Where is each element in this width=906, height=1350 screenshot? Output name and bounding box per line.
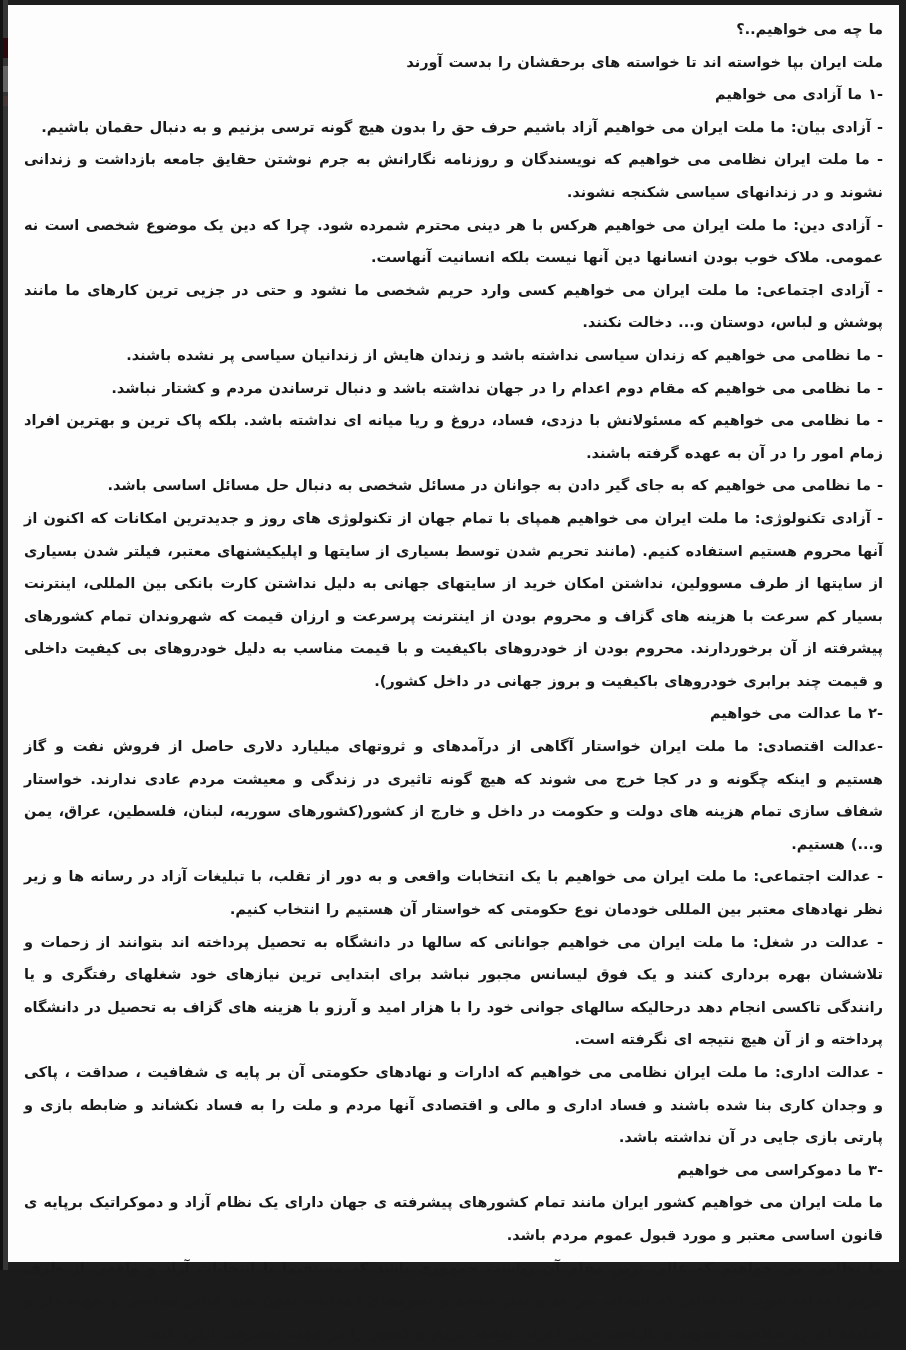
document-line: ما ملت ایران می خواهیم کشور ایران مانند تمام کشورهای پیشرفته ی جهان دارای یک نظام آزاد و دموکراتیک برپایه ی قانون اساسی معتبر و مورد قبول عموم مردم باشد. — [24, 1195, 883, 1244]
left-edge-strip — [0, 0, 8, 1270]
document-line: -عدالت اقتصادی: ما ملت ایران خواستار آگاهی از درآمدهای و ثروتهای میلیارد دلاری حاصل از فروش نفت و گاز هستیم و اینکه چگونه و در کجا خرج می شوند که هیچ گونه تاثیری در زندگی و معیشت مردم عادی ندارند. خواستار شفاف سازی تمام هزینه های دولت و حکومت در داخل و خارج از کشور(کشورهای سوریه، لبنان، فلسطین، عراق، یمن و...) هستیم. — [24, 739, 883, 853]
document-line: ما نظامی می خواهیم که عالی ترین مقام آن ریاست جمهوری باشد که مستقیما با انتخابات آزاد و واقعی از طرف مردم انتخاب شود. انتخاباتی که انتخاب بین بد و بدتر نباشد و نامزدهای انتخابات بدون هیچ فیلتر سیاسی و جهت دار و سلیقه ای رد صلاحیت نشوند و بالیاقت ترین افراد بتوانند مردم و کشور را در جهت پیشرفت اداره کنند. — [24, 1260, 883, 1342]
document-text — [24, 14, 883, 1350]
document-line: - آزادی تکنولوژی: ما ملت ایران می خواهیم همپای با تمام جهان از تکنولوژی های روز و جدیدترین امکانات که اکنون از آنها محروم هستیم استفاده کنیم. (مانند تحریم شدن توسط بسیاری از سایتها و اپلیکیشنهای معتبر، فیلتر شدن بسیاری از سایتها از طرف مسوولین، نداشتن امکان خرید از سایتهای جهانی به دلیل نداشتن کارت بانکی بین المللی، اینترنت بسیار کم سرعت با هزینه های گزاف و محروم بودن از اینترنت پرسرعت و ارزان قیمت که شهروندان تمام کشورهای پیشرفته از آن برخوردارند. محروم بودن از خودروهای باکیفیت و با قیمت مناسب به دلیل خودروهای بی کیفیت داخلی و قیمت چند برابری خودروهای باکیفیت و بروز جهانی در داخل کشور). — [24, 510, 883, 690]
document-line: - ما ملت ایران نظامی می خواهیم که نویسندگان و روزنامه نگارانش به جرم نوشتن حقایق جامعه بازداشت و زندانی نشوند و در زندانهای سیاسی شکنجه نشوند. — [24, 152, 883, 201]
document-line: - عدالت اداری: ما ملت ایران نظامی می خواهیم که ادارات و نهادهای حکومتی آن بر پایه ی شفافیت ، صداقت ، پاکی و وجدان کاری بنا شده باشند و فساد اداری و مالی و اقتصادی آنها مردم و ملت را به فساد نکشاند و ضابطه بازی و پارتی بازی جایی در آن نداشته باشد. — [24, 1065, 883, 1147]
document-page — [8, 5, 899, 1342]
document-line: - ما نظامی می خواهیم که به جای گیر دادن به جوانان در مسائل شخصی به دنبال حل مسائل اساسی باشد. — [107, 478, 883, 495]
section-heading: -۱ ما آزادی می خواهیم — [714, 87, 883, 104]
document-line: - آزادی دین: ما ملت ایران می خواهیم هرکس با هر دینی محترم شمرده شود. چرا که دین یک موضوع شخصی است نه عمومی. ملاک خوب بودن انسانها دین آنها نیست بلکه انسانیت آنهاست. — [24, 217, 883, 267]
document-title: ما چه می خواهیم..؟ — [736, 22, 883, 38]
section-heading: -۳ ما دموکراسی می خواهیم — [677, 1162, 883, 1179]
document-line: - ما نظامی می خواهیم که مقام دوم اعدام را در جهان نداشته باشد و دنبال ترساندن مردم و کشتار نباشد. — [111, 380, 883, 397]
section-heading: -۲ ما عدالت می خواهیم — [709, 706, 883, 723]
document-line: - آزادی بیان: ما ملت ایران می خواهیم آزاد باشیم حرف حق را بدون هیچ گونه ترسی بزنیم و به دنبال حقمان باشیم. — [41, 119, 883, 136]
document-line: - عدالت اجتماعی: ما ملت ایران می خواهیم با یک انتخابات واقعی و به دور از تقلب، با تبلیغات آزاد در رسانه ها و زیر نظر نهادهای معتبر بین المللی خودمان نوع حکومتی که خواستار آن هستیم را انتخاب کنیم. — [24, 869, 883, 919]
document-line: - آزادی اجتماعی: ما ملت ایران می خواهیم کسی وارد حریم شخصی ما نشود و حتی در جزیی ترین کارهای ما مانند پوشش و لباس، دوستان و... دخالت نکنند. — [24, 282, 883, 332]
document-line: ملت ایران بپا خواسته اند تا خواسته های برحقشان را بدست آورند — [406, 54, 883, 71]
document-line: - ما نظامی می خواهیم که مسئولانش با دزدی، فساد، دروغ و ریا میانه ای نداشته باشد. بلکه پاک ترین و بهترین افراد زمام امور را در آن به عهده گرفته باشند. — [24, 413, 883, 462]
document-line: - ما نظامی می خواهیم که زندان سیاسی نداشته باشد و زندان هایش از زندانیان سیاسی پر نشده باشند. — [126, 347, 883, 364]
document-line: - عدالت در شغل: ما ملت ایران می خواهیم جوانانی که سالها در دانشگاه به تحصیل پرداخته اند بتوانند از زحمات و تلاششان بهره برداری کنند و یک فوق لیسانس مجبور نباشد برای ابتدایی ترین نیازهای خود شغلهای رفتگری و یا رانندگی تاکسی انجام دهد درحالیکه سالهای جوانی خود را با هزار امید و آرزو با هزینه های گزاف به تحصیل در دانشگاه پرداخته و از آن هیچ نتیجه ای نگرفته است. — [24, 934, 883, 1049]
